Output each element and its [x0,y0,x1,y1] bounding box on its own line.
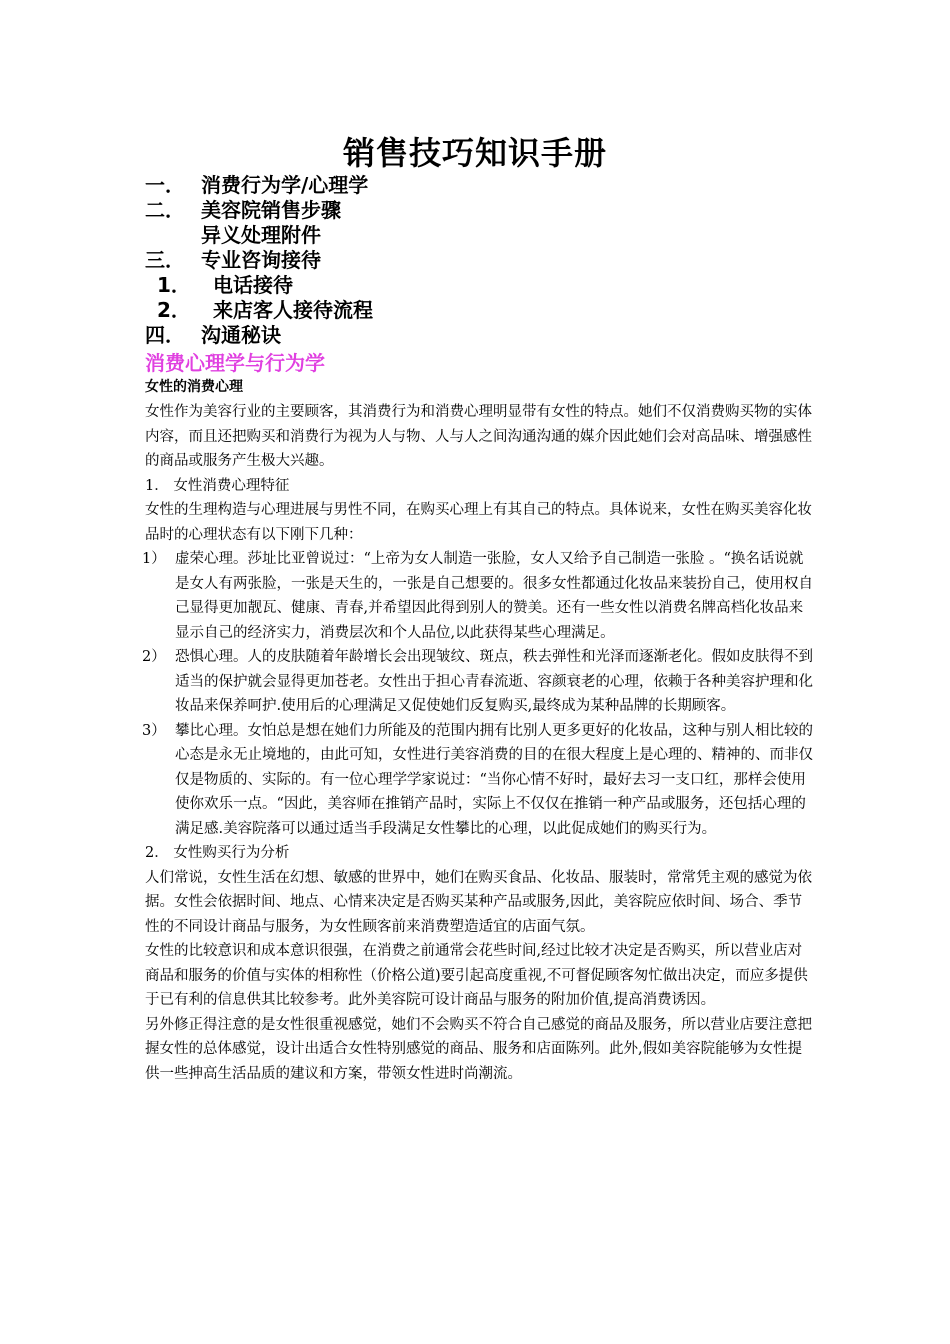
toc-item [145,223,845,248]
paragraph: 女性的比较意识和成本意识很强，在消费之前通常会花些时间,经过比较才决定是否购买，所以营业店对商品和服务的价值与实体的相称性（价格公道)要引起高度重视,不可督促顾客匆忙做出决定，而应多提供于已有利的信息供其比较参考。此外美容院可设计商品与服务的附加价值,提高消费诱因。 [145,943,808,1008]
paragraph: 女性作为美容行业的主要顾客，其消费行为和消费心理明显带有女性的特点。她们不仅消费购买物的实体内容，而且还把购买和消费行为视为人与物、人与人之间沟通沟通的媒介因此她们会对高品味、增强感性的商品或服务产生极大兴趣。 [145,404,812,469]
list-text: 虚荣心理。莎址比亚曾说过：“上帝为女人制造一张脸，女人又给予自己制造一张脸 。“换名话说就是女人有两张脸，一张是天生的，一张是自己想要的。很多女性都通过化妆品来装扮自己，使用权自己显得更加靓瓦、健康、青春,并希望因此得到别人的赞美。还有一些女性以消费名牌高档化妆品来显示自己的经济实力，消费层次和个人品位,以此获得某些心理满足。 [175,551,813,641]
toc-item [145,248,845,273]
toc-number: 一． [145,173,185,197]
toc-text: 专业咨询接待 [201,248,321,272]
toc-number: 四． [145,323,185,347]
toc-number: 三． [145,248,185,272]
subsection-heading: 女性的消费心理 [145,379,243,395]
toc-text: 电话接待 [213,273,293,297]
toc-text: 消费行为学/心理学 [201,173,369,197]
list-item [142,547,815,645]
document-title: 销售技巧知识手册 [342,134,607,172]
toc-number: 2． [157,298,191,322]
list-number: 3） [142,722,166,739]
toc-number: 1． [157,273,191,297]
list-text: 恐惧心理。人的皮肤随着年龄增长会出现皱纹、斑点，秩去弹性和光泽而逐渐老化。假如皮肤得不到适当的保护就会显得更加苍老。女性出于担心青春流逝、容颜衰老的心理，依赖于各种美容护理和化妆品来保养呵护.使用后的心理满足又促使她们反复购买,最终成为某种品牌的长期顾客。 [175,649,813,714]
list-number: 1） [142,551,166,567]
list-number: 2） [142,649,166,665]
paragraph: 人们常说，女性生活在幻想、敏感的世界中，她们在购买食品、化妆品、服装时，常常凭主观的感觉为依据。女性会依据时间、地点、心情来决定是否购买某种产品或服务,因此，美容院应依时间、场合、季节性的不同设计商品与服务，为女性顾客前来消费塑造适宜的店面气氛。 [145,869,812,935]
table-of-contents [145,173,845,348]
list-item [142,719,815,842]
document-body [142,400,815,1086]
numbered-heading: 2． 女性购买行为分析 [145,845,290,861]
toc-text: 沟通秘诀 [201,323,281,347]
toc-item [145,323,845,348]
toc-text: 来店客人接待流程 [213,298,373,322]
toc-subitem [145,273,845,298]
toc-text: 美容院销售步骤 [201,198,341,222]
toc-item [145,198,845,223]
list-item [142,645,815,719]
toc-text: 异义处理附件 [201,223,321,247]
toc-item [145,173,845,198]
paragraph: 女性的生理构造与心理进展与男性不同，在购买心理上有其自己的特点。具体说来，女性在购买美容化妆品时的心理状态有以下刚下几种： [145,502,812,543]
list-text: 攀比心理。女怕总是想在她们力所能及的范围内拥有比别人更多更好的化妆品，这种与别人相比较的心态是永无止境地的，由此可知，女性进行美容消费的目的在很大程度上是心理的、精神的、而非仅仅是物质的、实际的。有一位心理学学家说过：“当你心情不好时，最好去习一支口红，那样会使用使你欢乐一点。“因此，美容师在推销产品时，实际上不仅仅在推销一种产品或服务，还包括心理的满足感.美容院落可以通过适当手段满足女性攀比的心理，以此促成她们的购买行为。 [175,722,813,837]
section-heading: 消费心理学与行为学 [145,351,325,375]
numbered-heading: 1． 女性消费心理特征 [145,477,290,494]
toc-subitem [145,298,845,323]
paragraph: 另外修正得注意的是女性很重视感觉，她们不会购买不符合自己感觉的商品及服务，所以营业店要注意把握女性的总体感觉，设计出适合女性特别感觉的商品、服务和店面陈列。此外,假如美容院能够为女性提供一些抻高生活品质的建议和方案，带领女性进时尚潮流。 [145,1016,812,1082]
toc-number: 二． [145,198,185,222]
